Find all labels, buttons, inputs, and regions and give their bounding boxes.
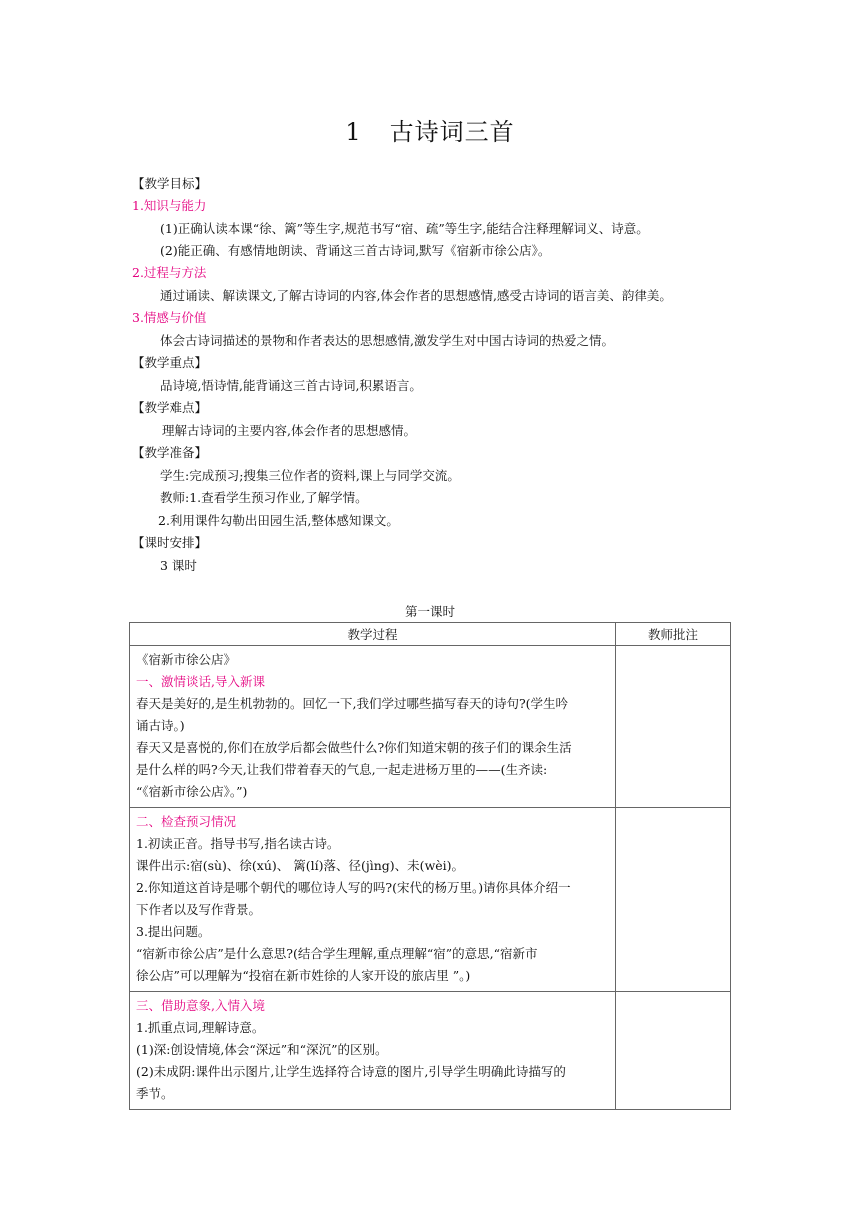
process-cell [130, 808, 616, 992]
preparation-teacher-1: 教师:1.查看学生预习作业,了解学情。 [160, 490, 368, 505]
text-line: 课件出示:宿(sù)、徐(xú)、 篱(lí)落、径(jìng)、未(wèi)。 [136, 858, 465, 873]
knowledge-item-1: (1)正确认读本课“徐、篱”等生字,规范书写“宿、疏”等生字,能结合注释理解词义、诗意。 [160, 221, 649, 236]
lesson-number: 1 [345, 118, 362, 146]
text-line: 徐公店”可以理解为“投宿在新市姓徐的人家开设的旅店里 ”。) [136, 968, 471, 983]
period-title: 第一课时 [404, 604, 455, 619]
text-line: 季节。 [136, 1086, 174, 1101]
section-heading: 一、激情谈话,导入新课 [136, 674, 265, 689]
text-line: 春天是美好的,是生机勃勃的。回忆一下,我们学过哪些描写春天的诗句?(学生吟 [136, 696, 569, 711]
col-notes-header: 教师批注 [616, 623, 731, 646]
table-row [130, 808, 731, 992]
table-row [130, 646, 731, 808]
preparation-teacher-2: 2.利用课件勾勒出田园生活,整体感知课文。 [158, 513, 399, 528]
emotion-text: 体会古诗词描述的景物和作者表达的思想感情,激发学生对中国古诗词的热爱之情。 [160, 333, 614, 348]
text-line: (2)未成阴:课件出示图片,让学生选择符合诗意的图片,引导学生明确此诗描写的 [136, 1064, 566, 1079]
notes-cell [616, 992, 731, 1110]
text-line: 2.你知道这首诗是哪个朝代的哪位诗人写的吗?(宋代的杨万里。)请你具体介绍一 [136, 880, 571, 895]
key-points-text: 品诗境,悟诗情,能背诵这三首古诗词,积累语言。 [160, 378, 422, 393]
lesson-title-text: 古诗词三首 [389, 118, 515, 146]
section-heading: 二、检查预习情况 [136, 814, 237, 829]
process-cell [130, 992, 616, 1110]
notes-cell [616, 808, 731, 992]
difficulties-text: 理解古诗词的主要内容,体会作者的思想感情。 [162, 423, 416, 438]
text-line: “《宿新市徐公店》。”) [136, 784, 248, 799]
table-header-row [130, 623, 731, 646]
text-line: 诵古诗。) [136, 718, 185, 733]
text-line: 春天又是喜悦的,你们在放学后都会做些什么?你们知道宋朝的孩子们的课余生活 [136, 740, 572, 755]
table-row [130, 992, 731, 1110]
lesson-table [129, 622, 731, 1110]
process-text: 通过诵读、解读课文,了解古诗词的内容,体会作者的思想感情,感受古诗词的语言美、韵律美。 [160, 288, 672, 303]
key-points-heading: 【教学重点】 [132, 355, 208, 370]
schedule-text: 3 课时 [160, 558, 197, 573]
text-line: 是什么样的吗?今天,让我们带着春天的气息,一起走进杨万里的——(生齐读: [136, 762, 548, 777]
notes-cell [616, 646, 731, 808]
preparation-student: 学生:完成预习;搜集三位作者的资料,课上与同学交流。 [160, 468, 460, 483]
schedule-heading: 【课时安排】 [132, 535, 208, 550]
text-line: “宿新市徐公店”是什么意思?(结合学生理解,重点理解“宿”的意思,“宿新市 [136, 946, 538, 961]
lesson-title [0, 112, 860, 147]
text-line: 3.提出问题。 [136, 924, 211, 939]
text-line: (1)深:创设情境,体会“深远”和“深沉”的区别。 [136, 1042, 388, 1057]
difficulties-heading: 【教学难点】 [132, 400, 208, 415]
process-cell [130, 646, 616, 808]
text-line: 下作者以及写作背景。 [136, 902, 262, 917]
poem-title: 《宿新市徐公店》 [136, 652, 237, 667]
emotion-heading: 3.情感与价值 [132, 310, 207, 325]
process-heading: 2.过程与方法 [132, 265, 207, 280]
knowledge-item-2: (2)能正确、有感情地朗读、背诵这三首古诗词,默写《宿新市徐公店》。 [160, 243, 551, 258]
text-line: 1.初读正音。指导书写,指名读古诗。 [136, 836, 340, 851]
section-heading: 三、借助意象,入情入境 [136, 998, 265, 1013]
preparation-heading: 【教学准备】 [132, 445, 208, 460]
knowledge-heading: 1.知识与能力 [132, 198, 207, 213]
text-line: 1.抓重点词,理解诗意。 [136, 1020, 265, 1035]
col-process-header: 教学过程 [130, 623, 616, 646]
objectives-heading: 【教学目标】 [132, 176, 208, 191]
